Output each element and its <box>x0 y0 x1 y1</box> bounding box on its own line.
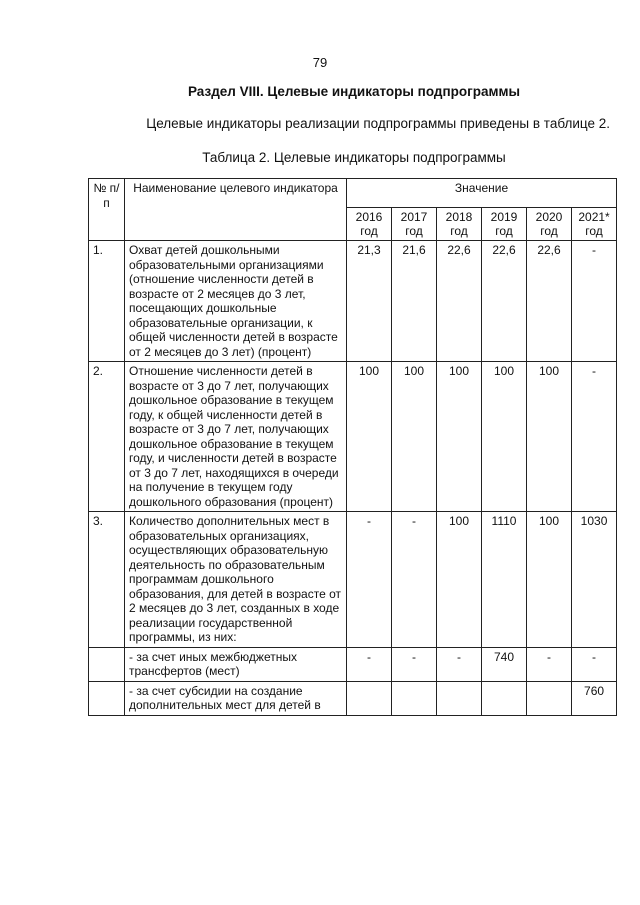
value-cell: 760 <box>572 681 617 715</box>
value-cell: - <box>347 512 392 648</box>
value-cell: 22,6 <box>482 241 527 362</box>
value-cell: 100 <box>437 512 482 648</box>
value-cell: - <box>527 647 572 681</box>
header-year: 2021* год <box>572 208 617 241</box>
value-cell: 100 <box>527 362 572 512</box>
value-cell <box>527 681 572 715</box>
value-cell <box>392 681 437 715</box>
table-row <box>89 241 617 362</box>
intro-text: Целевые индикаторы реализации подпрограммы приведены в таблице 2. <box>146 116 610 131</box>
value-cell: - <box>437 647 482 681</box>
row-number <box>89 647 125 681</box>
indicator-name: Охват детей дошкольными образовательными организациями (отношение численности детей в возрасте от 2 месяцев до 3 лет, посещающих дошкольные образовательные организации, к общей численности детей в возрасте от 2 месяцев до 3 лет) (процент) <box>125 241 347 362</box>
row-number <box>89 681 125 715</box>
indicator-name: Отношение численности детей в возрасте от 3 до 7 лет, получающих дошкольное образование в текущем году, к общей численности детей в возрасте от 3 до 7 лет, получающих дошкольное образование в текущем году, и численности детей в возрасте от 3 до 7 лет, находящихся в очереди на получение в текущем году дошкольного образования (процент) <box>125 362 347 512</box>
table-row <box>89 647 617 681</box>
value-cell: 100 <box>437 362 482 512</box>
value-cell: 100 <box>347 362 392 512</box>
value-cell: 21,6 <box>392 241 437 362</box>
table-row <box>89 681 617 715</box>
indicator-name: Количество дополнительных мест в образовательных организациях, осуществляющих образовательную деятельность по образовательным программам дошкольного образования, для детей в возрасте от 2 месяцев до 3 лет, созданных в ходе реализации государственной программы, из них: <box>125 512 347 648</box>
header-year: 2018 год <box>437 208 482 241</box>
value-cell: 1030 <box>572 512 617 648</box>
page-number: 79 <box>312 55 328 70</box>
value-cell <box>347 681 392 715</box>
value-cell: - <box>392 647 437 681</box>
table-caption: Таблица 2. Целевые индикаторы подпрограммы <box>202 150 506 165</box>
header-year: 2020 год <box>527 208 572 241</box>
value-cell: - <box>572 241 617 362</box>
value-cell: 100 <box>527 512 572 648</box>
table-row <box>89 512 617 648</box>
indicators-table <box>88 178 617 716</box>
header-num: № п/п <box>89 179 125 241</box>
value-cell: 100 <box>392 362 437 512</box>
value-cell: 22,6 <box>527 241 572 362</box>
value-cell <box>437 681 482 715</box>
value-cell: 21,3 <box>347 241 392 362</box>
header-year: 2016 год <box>347 208 392 241</box>
value-cell: - <box>392 512 437 648</box>
table-row <box>89 362 617 512</box>
row-number: 1. <box>89 241 125 362</box>
value-cell: 22,6 <box>437 241 482 362</box>
header-year: 2019 год <box>482 208 527 241</box>
value-cell: - <box>347 647 392 681</box>
value-cell: - <box>572 647 617 681</box>
section-title: Раздел VIII. Целевые индикаторы подпрограммы <box>187 84 520 99</box>
header-year: 2017 год <box>392 208 437 241</box>
value-cell: - <box>572 362 617 512</box>
header-name: Наименование целевого индикатора <box>125 179 347 241</box>
value-cell: 740 <box>482 647 527 681</box>
value-cell <box>482 681 527 715</box>
value-cell: 1110 <box>482 512 527 648</box>
indicator-name: - за счет иных межбюджетных трансфертов (мест) <box>125 647 347 681</box>
value-cell: 100 <box>482 362 527 512</box>
header-value: Значение <box>347 179 617 208</box>
indicator-name: - за счет субсидии на создание дополнительных мест для детей в <box>125 681 347 715</box>
row-number: 2. <box>89 362 125 512</box>
row-number: 3. <box>89 512 125 648</box>
